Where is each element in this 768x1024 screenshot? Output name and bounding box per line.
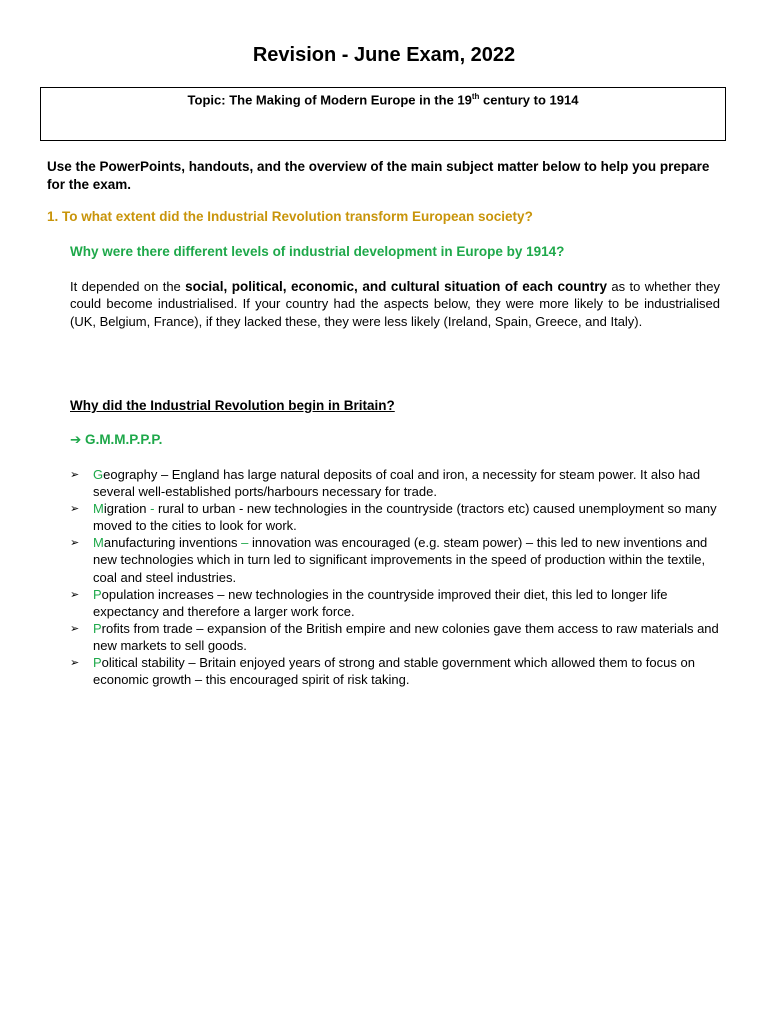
arrow-bullet-icon: ➢ — [70, 502, 80, 516]
question-heading: 1. To what extent did the Industrial Revolution transform European society? — [47, 209, 533, 224]
bullet-initial: P — [93, 586, 102, 602]
bullet-dash: – — [237, 535, 253, 551]
arrow-bullet-icon: ➢ — [70, 536, 80, 550]
topic-prefix: Topic: The Making of Modern Europe in the 19 — [187, 92, 472, 108]
explanation-paragraph — [70, 278, 720, 330]
bullet-text: olitical stability – Britain enjoyed years of strong and stable government which allowed them to focus on economic growth – this encouraged spirit of risk taking. — [93, 655, 695, 688]
bullet-text: opulation increases – new technologies in the countryside improved their diet, this led to longer life expectancy and therefore a larger work force. — [93, 586, 668, 619]
paragraph-end: as to whether they could become industrialised. If your country had the aspects below, they were more likely to be industrialised (UK, Belgium, France), if they lacked these, they were less likely (Ireland, Spain, Greece, and Italy). — [70, 279, 720, 329]
list-item — [70, 534, 722, 585]
arrow-bullet-icon: ➢ — [70, 621, 80, 635]
list-item — [70, 654, 722, 688]
arrow-bullet-icon: ➢ — [70, 656, 80, 670]
topic-superscript: th — [471, 92, 480, 101]
bullet-text: innovation was encouraged (e.g. steam power) – this led to new inventions and new technologies which in turn led to significant improvements in the speed of production within the textile, coal and steel industries. — [93, 535, 708, 585]
arrow-bullet-icon: ➢ — [70, 587, 80, 601]
bullet-text: rural to urban - new technologies in the countryside (tractors etc) caused unemployment so many moved to the cities to look for work. — [93, 501, 717, 534]
list-item — [70, 620, 722, 654]
bullet-text: rofits from trade – expansion of the British empire and new colonies gave them access to raw materials and new markets to sell goods. — [93, 620, 719, 653]
why-britain-heading: Why did the Industrial Revolution begin in Britain? — [70, 398, 395, 413]
arrow-bullet-icon: ➢ — [70, 468, 80, 481]
bullet-lead: igration — [103, 501, 147, 517]
topic-box — [40, 87, 726, 141]
intro-text: Use the PowerPoints, handouts, and the overview of the main subject matter below to help you prepare for the exam. — [47, 159, 710, 192]
list-item — [70, 466, 722, 500]
sub-question-heading: Why were there different levels of industrial development in Europe by 1914? — [70, 244, 565, 259]
bullet-list — [70, 466, 722, 688]
bullet-initial: G — [93, 467, 104, 482]
paragraph-bold: social, political, economic, and cultural situation of each country — [185, 279, 608, 294]
bullet-initial: M — [93, 501, 104, 517]
bullet-initial: M — [93, 535, 104, 551]
paragraph-start: It depended on the — [70, 279, 186, 294]
bullet-initial: P — [93, 655, 102, 671]
acronym-heading: ➔ G.M.M.P.P.P. — [70, 432, 163, 447]
bullet-text: eography – England has large natural deposits of coal and iron, a necessity for steam power. It also had several well-established ports/harbours necessary for trade. — [93, 467, 701, 500]
topic-suffix: century to 1914 — [479, 92, 579, 108]
bullet-lead: anufacturing inventions — [103, 535, 238, 551]
list-item — [70, 500, 722, 534]
bullet-initial: P — [93, 620, 102, 636]
page-title: Revision - June Exam, 2022 — [252, 44, 516, 66]
list-item — [70, 586, 722, 620]
bullet-dash: - — [146, 501, 159, 517]
